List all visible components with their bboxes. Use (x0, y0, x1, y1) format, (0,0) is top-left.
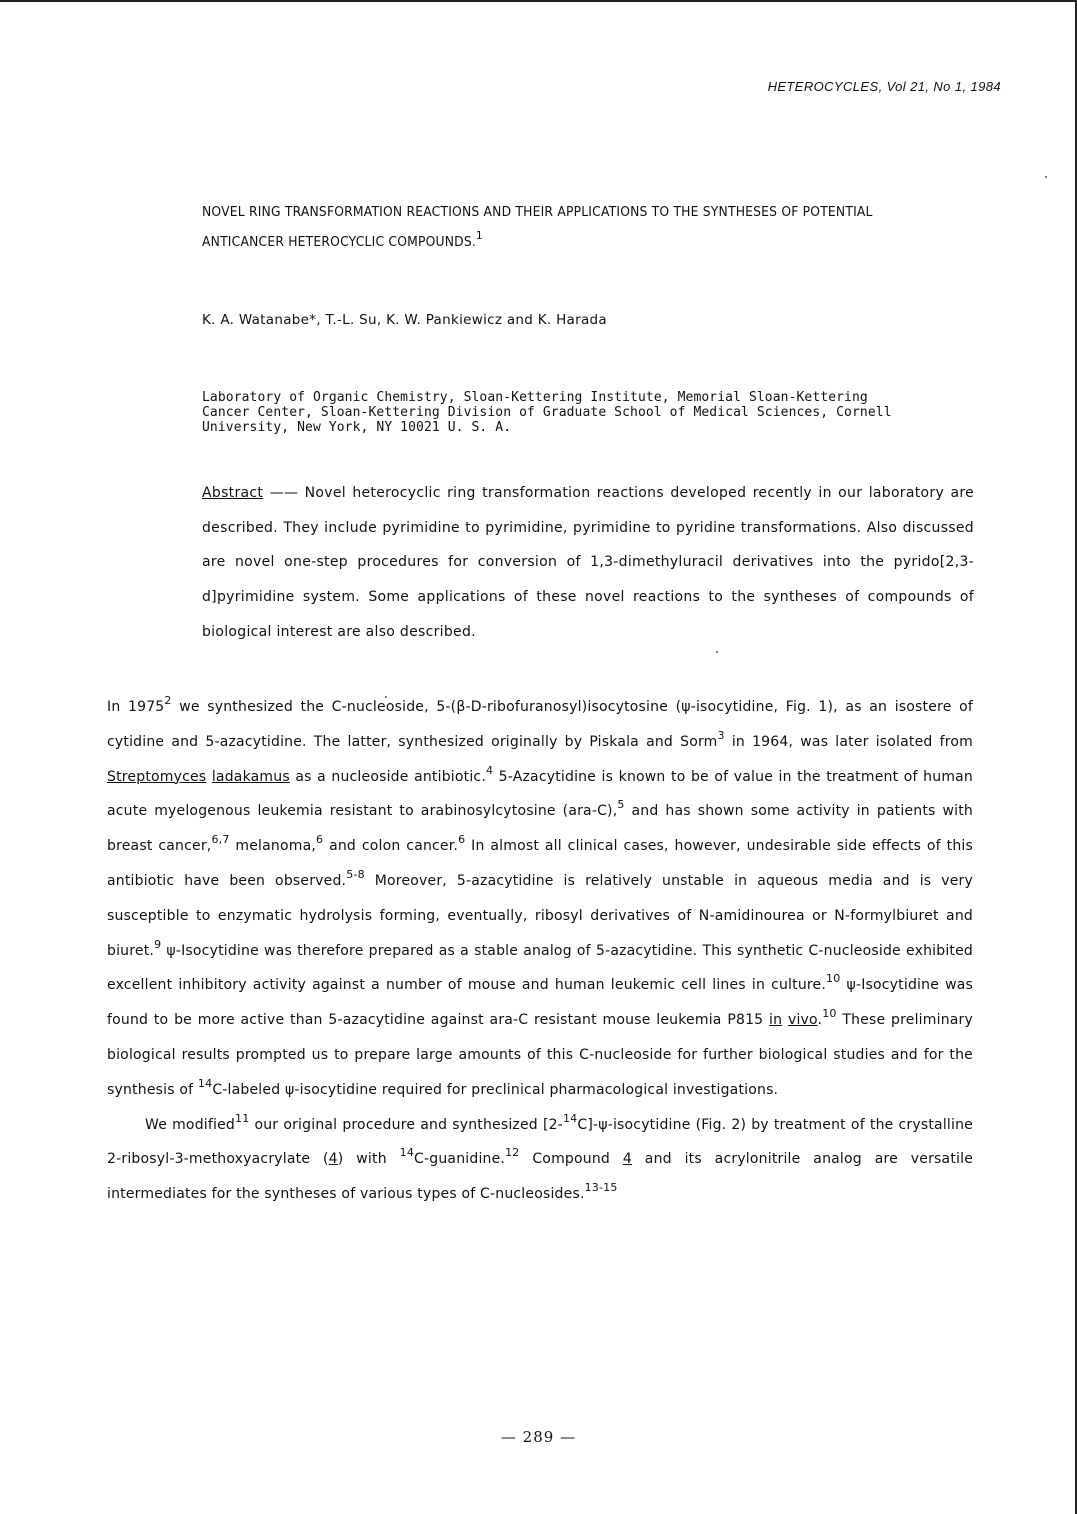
reference-superscript: 5 (617, 798, 625, 812)
text-run: as a nucleoside antibiotic. (289, 768, 486, 785)
reference-superscript: 10 (822, 1007, 837, 1021)
text-run: . (817, 1012, 823, 1029)
text-run: ψ-Isocytidine was found to be more active than 5-azacytidine against ara-C resistant mouse leukemia P815 (107, 977, 973, 1029)
reference-superscript: 9 (154, 937, 162, 951)
reference-superscript: 14 (399, 1146, 415, 1160)
text-run: C]-ψ-isocytidine (Fig. 2) by treatment of the crystalline 2-ribosyl-3-methoxyacrylate ( (107, 1116, 973, 1168)
title-text: NOVEL RING TRANSFORMATION REACTIONS AND THEIR APPLICATIONS TO THE SYNTHESES OF POTENTIAL ANTICANCER HETEROCYCLIC COMPOUNDS. (202, 205, 873, 250)
paper-title (202, 198, 943, 258)
journal-header: HETEROCYCLES, Vol 21, No 1, 1984 (767, 79, 1001, 94)
affiliation (202, 390, 982, 435)
reference-superscript: 10 (826, 972, 841, 986)
reference-superscript: 5-8 (346, 867, 365, 881)
underlined-term: vivo (787, 1012, 818, 1029)
reference-superscript: 6,7 (211, 833, 230, 847)
text-run: and its acrylonitrile analog are versatile intermediates for the syntheses of various types of C-nucleosides. (107, 1151, 974, 1203)
title-footnote: 1 (476, 229, 483, 242)
reference-superscript: 6 (458, 833, 466, 847)
reference-superscript: 2 (164, 694, 172, 707)
text-run: melanoma, (229, 838, 317, 855)
text-run: C-guanidine. (414, 1151, 506, 1168)
abstract-text: Novel heterocyclic ring transformation reactions developed recently in our laboratory are described. They include pyrimidine to pyrimidine, pyrimidine to pyridine transformations. Also discussed are novel one-step procedures for conversion of 1,3-dimethyluracil derivatives into the pyrido[2,3-d]pyrimidine system. Some applications of these novel reactions to the syntheses of compounds of biological interest are also described. (202, 485, 974, 640)
page-border-top (0, 0, 1077, 2)
text-run: Moreover, 5-azacytidine is relatively unstable in aqueous media and is very susceptible to enzymatic hydrolysis forming, eventually, ribosyl derivatives of N-amidinourea or N-formylbiuret and biuret. (107, 872, 973, 959)
text-run: our original procedure and synthesized [2- (249, 1116, 563, 1133)
reference-superscript: 13-15 (584, 1181, 618, 1195)
body-text (107, 690, 973, 1212)
affiliation-line: Cancer Center, Sloan-Kettering Division of Graduate School of Medical Sciences, Cornell (202, 405, 892, 420)
abstract-dash: —— (263, 485, 305, 501)
page-number: — 289 — (500, 1428, 577, 1446)
text-run: Compound (519, 1151, 623, 1168)
underlined-compound-number: 4 (328, 1151, 338, 1168)
scan-speck (716, 651, 718, 653)
paragraph (107, 690, 973, 1108)
scan-speck (385, 696, 387, 698)
text-run: ) with (337, 1151, 400, 1168)
underlined-term: Streptomyces (107, 768, 207, 785)
reference-superscript: 6 (316, 833, 324, 847)
reference-superscript: 14 (562, 1111, 578, 1125)
text-run: and colon cancer. (323, 838, 459, 855)
reference-superscript: 11 (235, 1111, 250, 1125)
text-run: we synthesized the C-nucleoside, 5-(β-D-ribofuranosyl)isocytosine (ψ-isocytidine, Fig. 1), as an isostere of cytidine and 5-azacytidine. The latter, synthesized originally by Piskala and Sorm (107, 699, 973, 750)
underlined-compound-number: 4 (622, 1151, 632, 1168)
text-run: 5-Azacytidine is known to be of value in the treatment of human acute myelogenous leukemia resistant to arabinosylcytosine (ara-C), (107, 768, 974, 820)
reference-superscript: 3 (717, 728, 725, 742)
author-list: K. A. Watanabe*, T.-L. Su, K. W. Pankiewicz and K. Harada (202, 312, 607, 328)
text-run: These preliminary biological results prompted us to prepare large amounts of this C-nucleoside for further biological studies and for the synthesis of (107, 1012, 973, 1098)
text-run: and has shown some activity in patients with breast cancer, (107, 803, 973, 855)
abstract-label: Abstract (202, 485, 264, 501)
text-run: C-labeled ψ-isocytidine required for preclinical pharmacological investigations. (212, 1081, 779, 1098)
abstract (202, 476, 974, 650)
affiliation-line: University, New York, NY 10021 U. S. A. (202, 420, 512, 435)
underlined-term: in (769, 1012, 783, 1029)
text-run: In almost all clinical cases, however, undesirable side effects of this antibiotic have been observed. (107, 838, 974, 889)
text-run: ψ-Isocytidine was therefore prepared as a stable analog of 5-azacytidine. This synthetic C-nucleoside exhibited excellent inhibitory activity against a number of mouse and human leukemic cell lines in culture. (107, 942, 973, 994)
reference-superscript: 14 (197, 1076, 213, 1090)
reference-superscript: 4 (485, 763, 494, 777)
reference-superscript: 12 (505, 1146, 520, 1160)
affiliation-line: Laboratory of Organic Chemistry, Sloan-Kettering Institute, Memorial Sloan-Kettering (202, 390, 868, 405)
text-run: We modified (145, 1116, 235, 1133)
text-run: In 1975 (107, 699, 165, 715)
underlined-term: ladakamus (211, 768, 290, 785)
text-run: in 1964, was later isolated from (724, 733, 973, 750)
scan-speck (1045, 176, 1047, 178)
paragraph (107, 1108, 973, 1212)
